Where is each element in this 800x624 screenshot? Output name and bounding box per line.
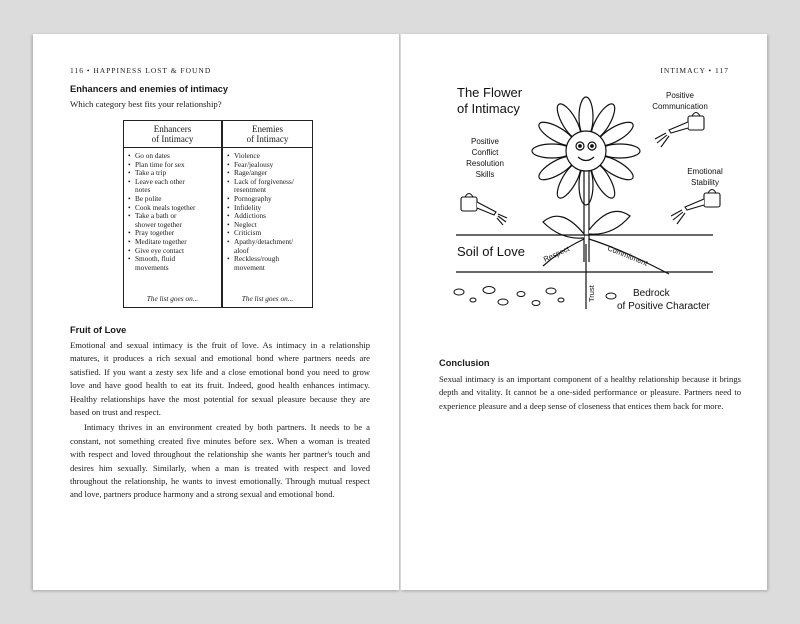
enhancers-item: movements (135, 262, 169, 272)
enhancers-item: • Give eye contact (128, 247, 217, 256)
enemies-item: • Rage/anger (227, 169, 308, 178)
watering-can-left-icon (461, 194, 507, 226)
root-commitment-label: Commitment (606, 243, 650, 268)
paragraph-1: Emotional and sexual intimacy is the fruit of love. As intimacy in a relationship matures, it produces a rich sexual and emotional bond where partners needs are satisfied. If you want a zesty sex life and a close emotional bond you need to grow love and have good health to eat its fruit. Indeed, good health enhances intimacy. Healthy relationships have the most potential for sexual pleasure because they are based on trust and respect. (70, 340, 370, 418)
enhancers-item: • Take a trip (128, 169, 217, 178)
watering-can-right-icon (671, 190, 720, 225)
enemies-item: • Reckless/rough (227, 255, 308, 264)
enemies-box (222, 120, 313, 308)
enhancers-item: • Pray together (128, 229, 217, 238)
root-trust-label: Trust (587, 285, 596, 302)
enhancers-item: • Cook meals together (128, 204, 217, 213)
enemies-list (223, 152, 312, 272)
enemies-item: • Criticism (227, 229, 308, 238)
svg-text:Emotional: Emotional (687, 167, 723, 176)
label-conflict-resolution (466, 137, 504, 179)
root-respect-label: Respect (542, 244, 571, 264)
enemies-item: • Fear/jealousy (227, 161, 308, 170)
enemies-item: movement (234, 262, 265, 272)
label-positive-communication (652, 91, 708, 111)
section-heading-enhancers: Enhancers and enemies of intimacy (70, 84, 229, 94)
enemies-item: • Infidelity (227, 204, 308, 213)
conclusion-body: Sexual intimacy is an important component of a healthy relationship because it brings depth and vitality. It cannot be a one-sided performance or pleasure. Partners need to experience pleasure and a deep sense of closeness that entices them back for more. (439, 374, 741, 411)
enhancers-item: shower together (135, 219, 182, 229)
right-page-content (401, 34, 767, 590)
running-head-right: INTIMACY • 117 (660, 66, 729, 75)
enemies-item: • Lack of forgiveness/ (227, 178, 308, 187)
left-page-content (33, 34, 400, 590)
bedrock-label-line1: Bedrock (633, 288, 670, 299)
label-emotional-stability (687, 167, 723, 187)
enhancers-item: • Smooth, fluid (128, 255, 217, 264)
fruit-of-love-body (70, 339, 370, 502)
enemies-item: • Violence (227, 152, 308, 161)
svg-text:Positive: Positive (470, 137, 500, 146)
enemies-item: • Neglect (227, 221, 308, 230)
bedrock-label-line2: of Positive Character (617, 301, 710, 312)
enhancers-footer: The list goes on... (146, 294, 199, 303)
enhancers-box-title: Enhancers of Intimacy (124, 121, 221, 148)
enemies-item: • Addictions (227, 212, 308, 221)
svg-text:Skills: Skills (475, 170, 495, 179)
svg-text:Conflict: Conflict (471, 148, 499, 157)
enhancers-box (123, 120, 222, 308)
enemies-footer: The list goes on... (241, 294, 294, 303)
svg-text:Resolution: Resolution (466, 159, 504, 168)
flower-icon (532, 97, 640, 205)
enhancers-item: notes (135, 185, 151, 195)
section-heading-fruit-of-love: Fruit of Love (70, 325, 127, 335)
enhancers-item: • Meditate together (128, 238, 217, 247)
enhancers-item: • Take a bath or (128, 212, 217, 221)
svg-text:Stability: Stability (690, 178, 720, 187)
enhancers-item: • Be polite (128, 195, 217, 204)
enhancers-item: • Leave each other (128, 178, 217, 187)
section-heading-conclusion: Conclusion (439, 358, 490, 368)
enemies-item: • Apathy/detachment/ (227, 238, 308, 247)
question-text: Which category best fits your relationship? (70, 99, 222, 109)
enemies-item: resentment (234, 185, 267, 195)
enemies-item: aloof (234, 245, 249, 255)
flower-of-intimacy-diagram (401, 34, 767, 334)
paragraph-2: Intimacy thrives in an environment created by both partners. It needs to be a constant, not something created five minutes before sex. When a woman is treated with respect and loved throughout the relationship she wants her partner's touch and desires him sexually. Similarly, when a man is treated with respect and loved throughout the relationship, he wants to invest emotionally. Through mutual respect and love, partners produce harmony and a strong sexual and emotional bond. (70, 422, 370, 500)
diagram-title-line2: of Intimacy (457, 101, 520, 116)
diagram-title-line1: The Flower (457, 85, 523, 100)
enhancers-list (124, 152, 221, 272)
soil-of-love-label: Soil of Love (457, 244, 525, 259)
enhancers-item: • Plan time for sex (128, 161, 217, 170)
svg-text:Communication: Communication (652, 102, 708, 111)
watering-can-top-icon (655, 113, 704, 148)
enemies-box-title: Enemies of Intimacy (223, 121, 312, 148)
running-head-left: 116 • HAPPINESS LOST & FOUND (70, 66, 212, 75)
svg-text:Positive: Positive (665, 91, 695, 100)
enemies-item: • Pornography (227, 195, 308, 204)
enhancers-item: • Go on dates (128, 152, 217, 161)
